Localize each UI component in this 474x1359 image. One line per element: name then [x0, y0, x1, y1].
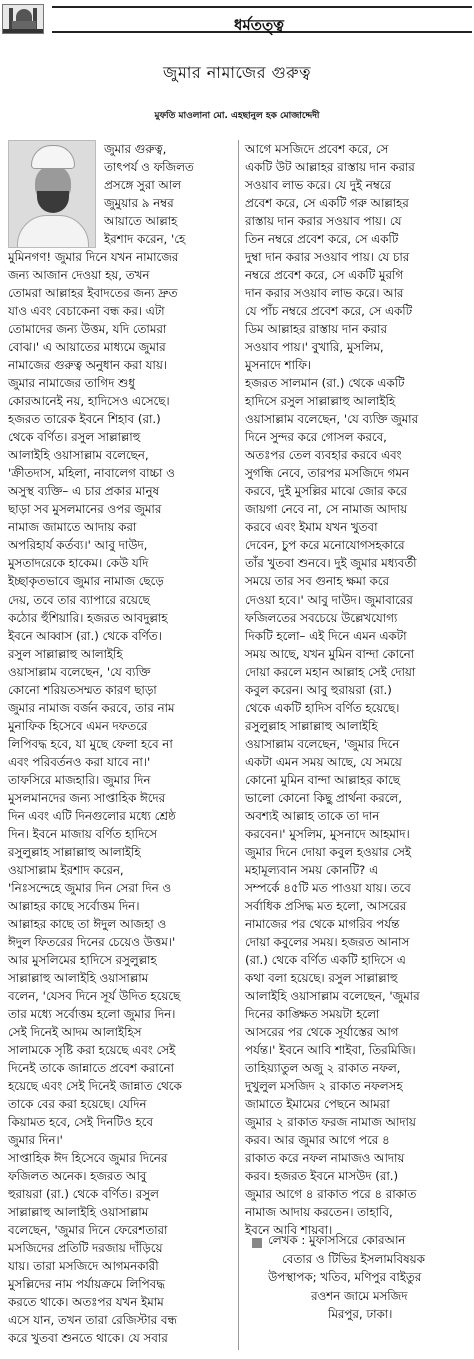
body-text-line: কোরআনেই নয়, হাদিসেও এসেছে। — [8, 394, 170, 409]
body-text-line: কিয়ামত হবে, সেই দিনটিও হবে — [8, 1115, 153, 1130]
body-text-line: জামাতে ইমামের পেছনে আমরা — [245, 1097, 390, 1112]
body-text-line: করবেন।' মুসলিম, মুসনাদে আহমাদ। — [245, 826, 410, 841]
body-text-line: হাদিসে রসুল সাল্লাল্লাহু আলাইহি — [245, 394, 396, 409]
body-text-line: জন্য আজান দেওয়া হয়, তখন — [8, 268, 150, 283]
body-text-line: সালামকে সৃষ্টি করা হয়েছে এবং সেই — [8, 1043, 176, 1057]
body-text-line: করবে এবং ইমাম যখন খুতবা — [245, 520, 378, 535]
body-text-line: করব। হজরত ইবনে মাসউদ (রা.) — [245, 1169, 399, 1184]
body-text-line: দুম্বা দান করার সওয়াব পায়। যে চার — [245, 250, 410, 265]
body-text-line: করবে, দুই মুসল্লির মাঝে জোর করে — [245, 484, 407, 499]
author-note-line: লেখক : মুফাসসিরে কোরআন — [268, 1233, 406, 1247]
body-text-line: দেবেন, চুপ করে মনোযোগসহকারে — [245, 538, 405, 553]
body-text-line: সময় আছে, যখন মুমিন বান্দা কোনো — [245, 646, 415, 661]
author-note-marker-icon — [252, 1238, 262, 1248]
body-text-line: তাৎপর্য ও ফজিলত — [104, 160, 194, 175]
body-text-line: দুখুলুল মসজিদ ২ রাকাত নফলসহ — [245, 1079, 403, 1094]
body-text-line: একটা এমন সময় আছে, যে সময়ে — [245, 754, 402, 769]
body-text-line: জায়গা নেবে না, সে নামাজ আদায় — [245, 502, 408, 517]
body-text-line: ইরশাদ করেন, 'হে — [104, 232, 186, 247]
body-text-line: অপরিহার্য কর্তব্য।' আবু দাউদ, — [8, 538, 148, 553]
body-text-line: ওয়াসাল্লাম বলেছেন, 'জুমার দিনে — [245, 736, 400, 751]
body-text-line: সুগন্ধি নেবে, তারপর মসজিদে গমন — [245, 466, 409, 481]
body-text-line: আয়াতে আল্লাহ — [104, 214, 178, 229]
body-text-line: থেকে বর্ণিত। রসুল সাল্লাল্লাহু — [8, 430, 141, 445]
body-text-line: পর্যন্ত।' ইবনে আবি শাইবা, তিরমিজি। — [245, 1043, 416, 1057]
column-divider — [238, 140, 239, 1350]
body-text-line: তাকে বের করা হয়েছে। যেদিন — [8, 1097, 147, 1112]
body-text-line: তাফসিরে মাজহারি। জুমার দিন — [8, 772, 151, 787]
body-text-line: আল্লাহর কাছে সর্বোত্তম দিন। — [8, 898, 140, 913]
body-text-line: দেওয়া হবে।' আবু দাউদ। জুমাবারের — [245, 592, 413, 607]
body-text-line: দেয়, তবে তার ব্যাপারে রয়েছে — [8, 592, 150, 607]
body-text-line: যে পাঁচ নম্বরে প্রবেশ করে, সে একটি — [245, 304, 413, 319]
body-text-line: যায়। তারা মসজিদে আগমনকারী — [8, 1259, 159, 1274]
body-text-line: সওয়াব লাভ করে। যে দুই নম্বরে — [245, 178, 391, 193]
body-text-line: মসজিদের প্রতিটি দরজায় দাঁড়িয়ে — [8, 1241, 163, 1256]
body-text-line: সর্বাধিক প্রসিদ্ধ মত হলো, আসরের — [245, 898, 407, 913]
body-text-line: কোনো শরিয়তসম্মত কারণ ছাড়া — [8, 682, 157, 697]
body-text-line: সেই দিনেই আদম আলাইহিস — [8, 1024, 142, 1039]
body-text-line: বোঝ।' এ আয়াতের মাধ্যমে জুমার — [8, 340, 166, 355]
body-text-line: জুমার গুরুত্ব, — [104, 142, 167, 156]
article-headline: জুমার নামাজের গুরুত্ব — [163, 63, 311, 82]
body-text-line: ওয়াসাল্লাম বলেছেন, 'যে ব্যক্তি — [8, 664, 151, 679]
body-text-line: মহামূল্যবান সময় কোনটি? এ — [245, 862, 379, 877]
body-text-line: ইবনে আবি শায়বা। — [245, 1223, 333, 1238]
body-text-line: তাঁর খুতবা শুনবে। দুই জুমার মধ্যবর্তী — [245, 556, 417, 571]
body-text-line: 'নিঃসন্দেহে জুমার দিন সেরা দিন ও — [8, 880, 172, 895]
body-text-line: 'ক্রীতদাস, মহিলা, নাবালেগ বাচ্চা ও — [8, 466, 175, 481]
body-text-line: ডিম আল্লাহর রাস্তায় দান করার — [245, 322, 387, 337]
body-text-line: সাল্লাল্লাহু আলাইহি ওয়াসাল্লাম — [8, 970, 149, 985]
body-text-line: রসুল সাল্লাল্লাহু আলাইহি — [8, 646, 123, 661]
body-text-line: বলেছেন, 'জুমার দিনে ফেরেশতারা — [8, 1223, 168, 1238]
body-text-line: দিকটি হলো– এই দিনে এমন একটা — [245, 628, 407, 643]
body-text-line: রসুলুল্লাহ সাল্লাল্লাহু আলাইহি — [8, 844, 141, 859]
body-text-line: ইবনে আব্বাস (রা.) থেকে বর্ণিত। — [8, 628, 162, 643]
body-text-line: রাস্তায় দান করার সওয়াব পায়। যে — [245, 214, 402, 229]
body-text-line: তার মধ্যে সর্বোত্তম হলো জুমার দিন। — [8, 1006, 176, 1021]
body-text-line: হুরায়রা (রা.) থেকে বর্ণিত। রসুল — [8, 1187, 159, 1202]
body-text-line: (রা.) থেকে বর্ণিত একটি হাদিসে এ — [245, 952, 406, 967]
body-text-line: জুমার নামাজ বর্জন করবে, তার নাম — [8, 700, 175, 715]
body-text-line: রসুলুল্লাহ সাল্লাল্লাহু আলাইহি — [245, 718, 378, 733]
body-text-line: আলাইহি ওয়াসাল্লাম বলেছেন, — [8, 448, 149, 463]
body-text-line: সওয়াব পায়।' বুখারি, মুসলিম, — [245, 340, 384, 355]
body-text-line: আর মুসলিমের হাদিসে রসুলুল্লাহ — [8, 952, 157, 967]
body-text-line: কথা বলা হয়েছে। রসুল সাল্লাল্লাহু — [245, 970, 398, 985]
body-text-line: ভালো কোনো কিছু প্রার্থনা করলে, — [245, 790, 402, 805]
body-text-line: হয়েছে এবং সেই দিনেই জান্নাত থেকে — [8, 1079, 182, 1094]
body-text-line: সময়ে তার সব গুনাহ ক্ষমা করে — [245, 574, 390, 589]
body-text-line: সাপ্তাহিক ঈদ হিসেবে জুমার দিনের — [8, 1151, 168, 1166]
body-text-line: জুমার দিন।' — [8, 1133, 63, 1148]
author-note-line: বেতার ও টিভির ইসলামবিষয়ক — [282, 1251, 425, 1266]
body-text-line: দিনে সুন্দর করে গোসল করবে, — [245, 430, 387, 445]
body-text-line: মুসনাদে শাফি। — [245, 358, 312, 373]
body-text-line: নামাজের গুরুত্ব অনুধান করা যায়। — [8, 358, 168, 373]
article-author: মুফতি মাওলানা মো. এহছানুল হক মোজাদ্দেদী — [154, 111, 320, 121]
body-text-line: ইচ্ছাকৃতভাবে জুমার নামাজ ছেড়ে — [8, 574, 164, 589]
body-text-line: মুমিনগণ! জুমার দিনে যখন নামাজের — [8, 250, 179, 265]
body-text-line: অতঃপর তেল ব্যবহার করবে এবং — [245, 448, 402, 463]
author-note-line: উপস্থাপক; খতিব, মণিপুর বাইতুর — [268, 1270, 422, 1285]
body-text-line: তোমরা আল্লাহর ইবাদতের জন্য দ্রুত — [8, 286, 178, 301]
body-text-line: দিন এবং এটি দিনগুলোর মধ্যে শ্রেষ্ঠ — [8, 808, 176, 823]
body-text-line: বলেন, 'যেসব দিনে সূর্য উদিত হয়েছে — [8, 988, 181, 1003]
body-text-line: নম্বরে প্রবেশ করে, সে একটি মুরগি — [245, 268, 404, 283]
body-text-line: এসে যান, তখন তারা রেজিস্টার বন্ধ — [8, 1313, 177, 1328]
body-text-line: কোনো মুমিন বান্দা আল্লাহর কাছে — [245, 772, 400, 787]
author-note-line: মিরপুর, ঢাকা। — [328, 1307, 393, 1322]
body-text-line: ওয়াসাল্লাম বলেছেন, 'যে ব্যক্তি জুমার — [245, 412, 419, 427]
body-text-line: আল্লাহর কাছে তা ঈদুল আজহা ও — [8, 916, 167, 931]
body-text-line: জুমার ২ রাকাত ফরজ নামাজ আদায় — [245, 1115, 416, 1130]
body-text-line: দান করার সওয়াব লাভ করে। আর — [245, 286, 404, 301]
body-text-line: আলাইহি ওয়াসাল্লাম বলেছেন, 'জুমার — [245, 988, 420, 1003]
body-text-line: আসরের পর থেকে সূর্যাস্তের আগ — [245, 1024, 399, 1039]
body-text-line: অবশ্যই আল্লাহ তাকে তা দান — [245, 808, 380, 823]
body-text-line: ঈদুল ফিতরের দিনের চেয়েও উত্তম।' — [8, 934, 176, 949]
body-text-line: হজরত সালমান (রা.) থেকে একটি — [245, 376, 405, 391]
body-text-line: জুমুয়ার ৯ নম্বর — [104, 196, 174, 211]
section-header — [0, 0, 474, 40]
body-text-line: মুসতাদরেকে হাকেম। কেউ যদি — [8, 556, 149, 571]
body-text-line: ফজিলতের সবচেয়ে উল্লেখযোগ্য — [245, 610, 398, 625]
body-text-line: থেকে একটি হাদিস বর্ণিত হয়েছে। — [245, 700, 400, 715]
body-text-line: সাল্লাল্লাহু আলাইহি ওয়াসাল্লাম — [8, 1205, 149, 1220]
body-text-line: করব। আর জুমার আগে পরে ৪ — [245, 1133, 390, 1148]
body-text-line: ফজিলত অনেক। হজরত আবু — [8, 1169, 147, 1184]
body-text-line: আগে মসজিদে প্রবেশ করে, সে — [245, 142, 389, 156]
body-text-line: মুসলমানদের জন্য সাপ্তাহিক ঈদের — [8, 790, 166, 805]
section-label-box — [52, 6, 472, 33]
body-text-line: করে খুতবা শুনতে থাকে। যে সবার — [8, 1331, 168, 1346]
body-text-line: জুমার নামাজের তাগিদ শুধু — [8, 376, 135, 391]
body-text-line: মুসল্লিদের নাম পর্যায়ক্রমে লিপিবদ্ধ — [8, 1277, 165, 1292]
body-text-line: দিন। ইবনে মাজায় বর্ণিত হাদিসে — [8, 826, 157, 841]
body-text-line: সম্পর্কে ৪৫টি মত পাওয়া যায়। তবে — [245, 880, 411, 895]
body-text-line: একটি উট আল্লাহর রাস্তায় দান করার — [245, 160, 415, 175]
body-text-line: দিনের কাঙ্ক্ষিত সময়টা হলো — [245, 1006, 380, 1021]
body-text-line: নামাজের পর থেকে মাগরিব পর্যন্ত — [245, 916, 400, 931]
body-text-line: রাকাত করে নফল নামাজও আদায় — [245, 1151, 405, 1166]
body-text-line: কঠোর হুঁশিয়ারি। হজরত আবদুল্লাহ — [8, 610, 168, 625]
body-text-line: ওয়াসাল্লাম ইরশাদ করেন, — [8, 862, 124, 877]
mosque-logo-icon — [2, 4, 44, 34]
body-text-line: কবুল করেন। আবু হুরায়রা (রা.) — [245, 682, 392, 697]
body-text-line: দিনেই তাকে জান্নাতে প্রবেশ করানো — [8, 1061, 174, 1076]
body-text-line: প্রবেশ করে, সে একটি গরু আল্লাহর — [245, 196, 409, 211]
body-text-line: যাও এবং বেচাকেনা বন্ধ কর। এটা — [8, 304, 165, 319]
body-text-line: তাহিয়্যাতুল অজু ২ রাকাত নফল, — [245, 1061, 401, 1076]
body-text-line: জুমার আগে ৪ রাকাত পরে ৪ রাকাত — [245, 1187, 417, 1202]
body-text-line: অসুস্থ ব্যক্তি– এ চার প্রকার মানুষ — [8, 484, 160, 499]
body-text-line: তোমাদের জন্য উত্তম, যদি তোমরা — [8, 322, 167, 337]
body-text-line: লিপিবদ্ধ হবে, যা মুছে ফেলা হবে না — [8, 736, 173, 751]
author-photo — [8, 140, 96, 248]
body-text-line: করতে থাকে। অতঃপর যখন ইমাম — [8, 1295, 164, 1310]
body-text-line: ছাড়া সব মুসলমানের ওপর জুমার — [8, 502, 162, 517]
body-text-line: মুনাফিক হিসেবে এমন দফতরে — [8, 718, 148, 733]
section-label: ধর্মতত্ত্ব — [234, 16, 284, 34]
body-text-line: নামাজ আদায় করতেন। তাহাবি, — [245, 1205, 393, 1220]
body-text-line: প্রসঙ্গে সুরা আল — [104, 178, 181, 193]
body-text-line: তিন নম্বরে প্রবেশ করে, সে একটি — [245, 232, 399, 247]
author-note-line: রওশন জামে মসজিদ — [311, 1288, 408, 1303]
body-text-line: নামাজ জামাতে আদায় করা — [8, 520, 137, 535]
body-text-line: হজরত তারেক ইবনে শিহাব (রা.) — [8, 412, 161, 427]
body-text-line: এবং পরিবর্তনও করা যাবে না।' — [8, 754, 151, 769]
body-text-line: দোয়া করলে মহান আল্লাহ সেই দোয়া — [245, 664, 416, 679]
body-text-line: জুমার দিনে দোয়া কবুল হওয়ার সেই — [245, 844, 411, 859]
body-text-line: দোয়া কবুলের সময়। হজরত আনাস — [245, 934, 410, 949]
